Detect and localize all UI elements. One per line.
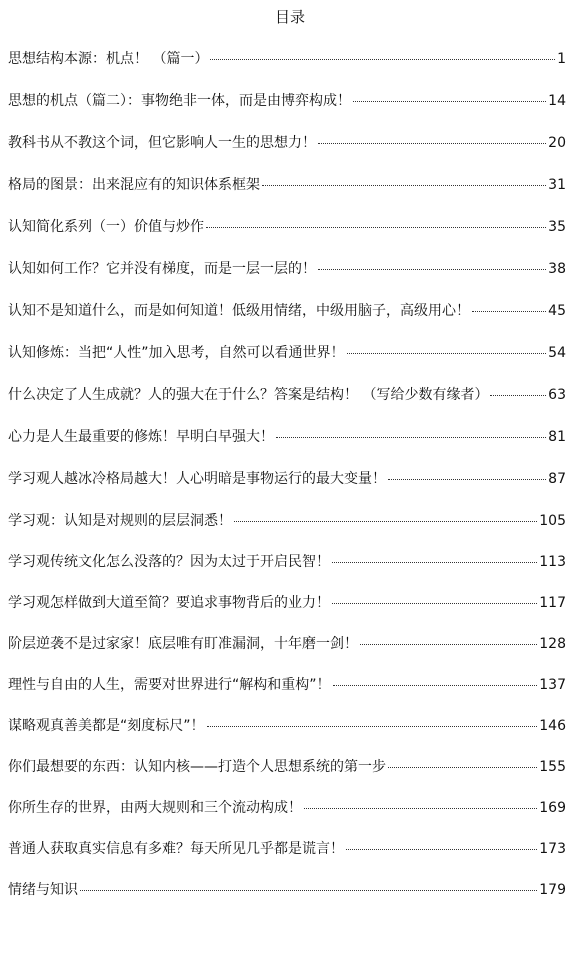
toc-entry-title: 认知如何工作？它并没有梯度，而是一层一层的！ — [8, 261, 316, 277]
toc-entry-title: 思想结构本源：机点！ （篇一） — [8, 51, 209, 67]
dot-leader — [276, 437, 546, 438]
toc-entry-page-number: 169 — [539, 800, 566, 816]
toc-entry[interactable] — [8, 879, 566, 920]
toc-entry[interactable] — [8, 551, 566, 592]
toc-entry-title: 你们最想要的东西：认知内核——打造个人思想系统的第一步 — [8, 759, 386, 775]
toc-entry[interactable] — [8, 216, 566, 258]
toc-entry[interactable] — [8, 48, 566, 90]
toc-entry-page-number: 87 — [548, 471, 566, 487]
toc-entry[interactable] — [8, 258, 566, 300]
toc-entry-page-number: 45 — [548, 303, 566, 319]
toc-entry-page-number: 179 — [539, 882, 566, 898]
dot-leader — [346, 849, 537, 850]
toc-entry-page-number: 35 — [548, 219, 566, 235]
toc-entry[interactable] — [8, 797, 566, 838]
toc-entry-title: 理性与自由的人生，需要对世界进行“解构和重构”！ — [8, 677, 331, 693]
toc-heading: 目录 — [274, 8, 305, 26]
toc-entry-title: 认知修炼：当把“人性”加入思考，自然可以看通世界！ — [8, 345, 345, 361]
toc-entry-title: 教科书从不教这个词，但它影响人一生的思想力！ — [8, 135, 316, 151]
toc-entry[interactable] — [8, 510, 566, 551]
toc-entry[interactable] — [8, 715, 566, 756]
toc-entry-title: 心力是人生最重要的修炼！早明白早强大！ — [8, 429, 274, 445]
dot-leader — [347, 353, 547, 354]
toc-entry-page-number: 14 — [548, 93, 566, 109]
toc-entry-page-number: 128 — [539, 636, 566, 652]
toc-entry[interactable] — [8, 342, 566, 384]
dot-leader — [333, 685, 538, 686]
toc-entry-title: 思想的机点（篇二）：事物绝非一体，而是由博弈构成！ — [8, 93, 351, 109]
dot-leader — [388, 479, 546, 480]
dot-leader — [210, 59, 555, 60]
toc-entry-page-number: 38 — [548, 261, 566, 277]
toc-entry-title: 学习观传统文化怎么没落的？因为太过于开启民智！ — [8, 554, 330, 570]
toc-entry[interactable] — [8, 426, 566, 468]
toc-entry-title: 阶层逆袭不是过家家！底层唯有盯准漏洞，十年磨一剑！ — [8, 636, 358, 652]
toc-entry[interactable] — [8, 674, 566, 715]
toc-entry[interactable] — [8, 756, 566, 797]
toc-entry[interactable] — [8, 468, 566, 510]
toc-entry-page-number: 81 — [548, 429, 566, 445]
toc-entry-title: 格局的图景：出来混应有的知识体系框架 — [8, 177, 260, 193]
toc-entry[interactable] — [8, 592, 566, 633]
dot-leader — [388, 767, 537, 768]
toc-entry[interactable] — [8, 633, 566, 674]
toc-entry-page-number: 20 — [548, 135, 566, 151]
toc-entry-page-number: 146 — [539, 718, 566, 734]
toc-entry-title: 学习观怎样做到大道至简？要追求事物背后的业力！ — [8, 595, 330, 611]
toc-entry-title: 认知不是知道什么，而是如何知道！低级用情绪，中级用脑子，高级用心！ — [8, 303, 470, 319]
dot-leader — [304, 808, 537, 809]
toc-entry-title: 认知简化系列（一）价值与炒作 — [8, 219, 204, 235]
toc-entry-page-number: 113 — [539, 554, 566, 570]
toc-entry-title: 什么决定了人生成就？人的强大在于什么？答案是结构！ （写给少数有缘者） — [8, 387, 489, 403]
dot-leader — [332, 562, 537, 563]
toc-entry[interactable] — [8, 132, 566, 174]
dot-leader — [332, 603, 537, 604]
toc-entry-page-number: 63 — [548, 387, 566, 403]
toc-entry-title: 谋略观真善美都是“刻度标尺”！ — [8, 718, 205, 734]
toc-entry[interactable] — [8, 838, 566, 879]
dot-leader — [206, 227, 546, 228]
toc-entry[interactable] — [8, 90, 566, 132]
toc-entry-title: 学习观：认知是对规则的层层洞悉！ — [8, 513, 232, 529]
toc-entry-page-number: 54 — [548, 345, 566, 361]
dot-leader — [472, 311, 546, 312]
toc-entry-page-number: 173 — [539, 841, 566, 857]
toc-entry[interactable] — [8, 300, 566, 342]
dot-leader — [490, 395, 546, 396]
toc-entry-title: 普通人获取真实信息有多难？每天所见几乎都是谎言！ — [8, 841, 344, 857]
toc-entry[interactable] — [8, 384, 566, 426]
toc-entry-title: 你所生存的世界，由两大规则和三个流动构成！ — [8, 800, 302, 816]
table-of-contents — [8, 48, 566, 920]
dot-leader — [207, 726, 538, 727]
dot-leader — [262, 185, 546, 186]
dot-leader — [360, 644, 537, 645]
toc-entry-page-number: 31 — [548, 177, 566, 193]
toc-entry-page-number: 137 — [539, 677, 566, 693]
toc-entry-title: 学习观人越冰冷格局越大！人心明暗是事物运行的最大变量！ — [8, 471, 386, 487]
dot-leader — [80, 890, 537, 891]
dot-leader — [318, 269, 546, 270]
toc-entry-page-number: 155 — [539, 759, 566, 775]
toc-entry-title: 情绪与知识 — [8, 882, 78, 898]
toc-entry-page-number: 117 — [539, 595, 566, 611]
dot-leader — [353, 101, 546, 102]
toc-entry-page-number: 105 — [539, 513, 566, 529]
toc-entry[interactable] — [8, 174, 566, 216]
toc-entry-page-number: 1 — [557, 51, 566, 67]
dot-leader — [318, 143, 546, 144]
dot-leader — [234, 521, 537, 522]
